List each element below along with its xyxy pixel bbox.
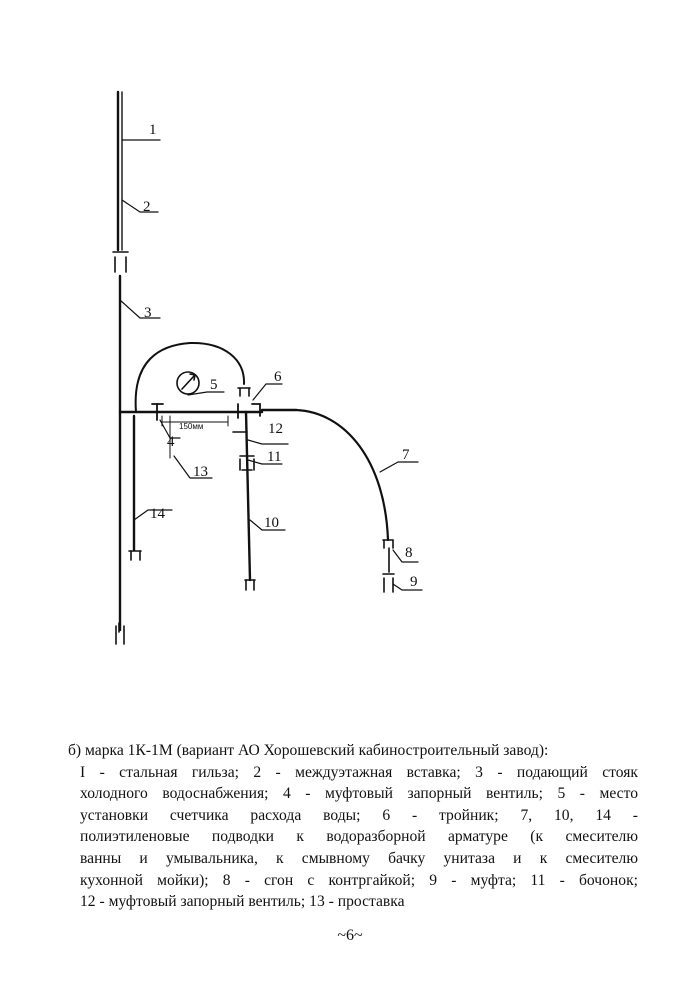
label-14: 14 [150, 506, 165, 522]
diagram-labels [143, 122, 418, 590]
label-5: 5 [210, 377, 218, 393]
label-13: 13 [193, 464, 208, 480]
dimension-label: 150мм [179, 422, 204, 431]
branch-7-fittings [383, 540, 394, 592]
caption-line: ванны и умывальника, к смывному бачку унитаза и к смесителю [80, 849, 638, 867]
branch-7 [296, 410, 388, 540]
page-number: ~6~ [337, 927, 363, 944]
label-4: 4 [167, 434, 175, 450]
label-2: 2 [143, 199, 151, 215]
loop-hose-end [238, 388, 250, 396]
caption-line: холодного водоснабжения; 4 - муфтовый запорный вентиль; 5 - место [80, 785, 638, 803]
label-10: 10 [264, 515, 279, 531]
label-1: 1 [149, 122, 157, 138]
label-11: 11 [267, 449, 282, 465]
caption-line: установки счетчика расхода воды; 6 - тройник; 7, 10, 14 - [80, 806, 638, 824]
label-6: 6 [274, 369, 282, 385]
label-12: 12 [268, 421, 283, 437]
branch-14-end [129, 551, 141, 560]
caption-line: 12 - муфтовый запорный вентиль; 13 - проставка [80, 893, 405, 911]
caption-line: кухонной мойки); 8 - сгон с контргайкой; 9 - муфта; 11 - бочонок; [80, 871, 638, 889]
loop-hose [136, 343, 244, 412]
caption-line: I - стальная гильза; 2 - междуэтажная вставка; 3 - подающий стояк [80, 763, 638, 781]
label-7: 7 [402, 447, 410, 463]
label-9: 9 [410, 574, 418, 590]
figure-caption [68, 740, 638, 913]
caption-line: б) марка 1К-1М (вариант АО Хорошевский кабиностроительный завод): [68, 742, 549, 759]
branch-10 [246, 412, 250, 580]
riser-coupling [113, 252, 128, 272]
label-3: 3 [144, 305, 152, 321]
water-meter-gauge [177, 372, 199, 394]
caption-line: полиэтиленовые подводки к водоразборной арматуре (к смесителю [80, 828, 638, 846]
label-8: 8 [405, 545, 413, 561]
branch-10-fittings [233, 432, 255, 590]
